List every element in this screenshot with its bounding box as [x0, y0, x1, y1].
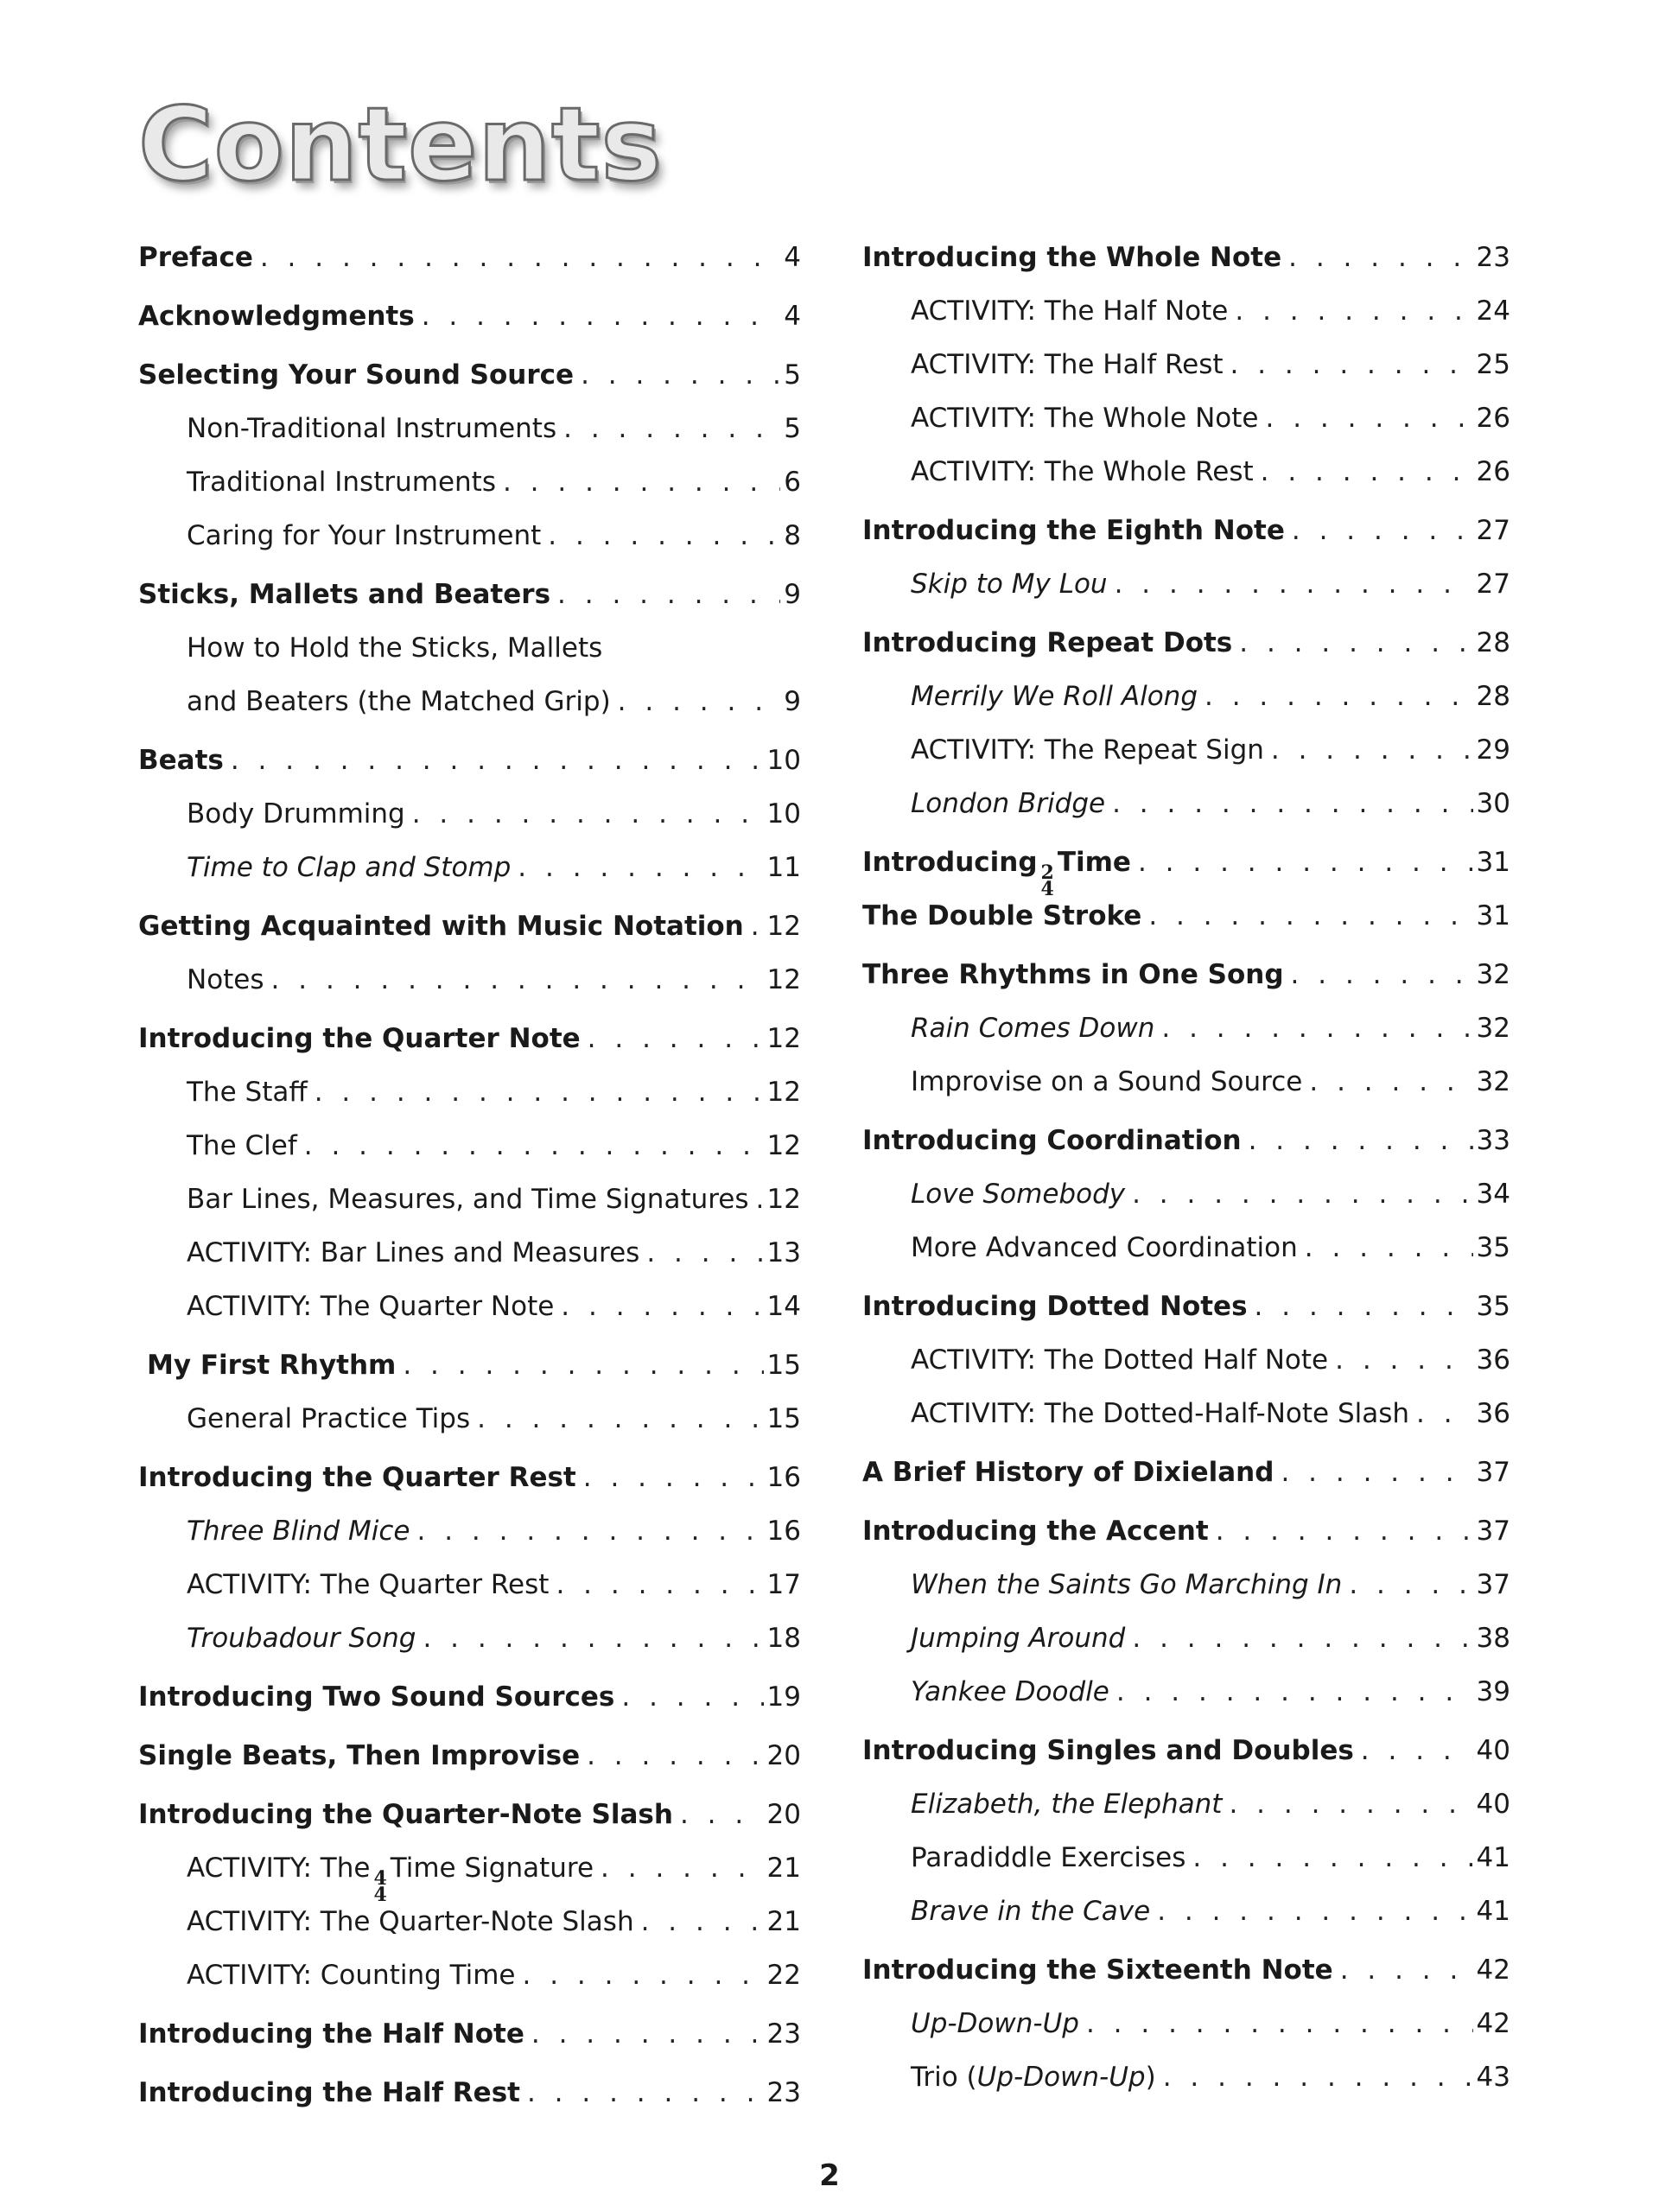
- toc-entry-label-pre: ACTIVITY: The: [187, 1853, 371, 1884]
- dot-leader: [1163, 2062, 1473, 2093]
- toc-entry[interactable]: [138, 798, 801, 842]
- toc-entry-page: 28: [1476, 627, 1510, 658]
- toc-entry-page: 42: [1476, 2008, 1510, 2039]
- toc-entry[interactable]: [862, 296, 1510, 339]
- toc-entry[interactable]: [138, 1740, 801, 1783]
- toc-entry-label: Jumping Around: [911, 1623, 1126, 1654]
- toc-entry-label: ACTIVITY: The Quarter-Note Slash: [187, 1906, 634, 1937]
- toc-entry[interactable]: [862, 1125, 1510, 1168]
- toc-entry-page: 10: [766, 798, 801, 830]
- toc-entry-label: ACTIVITY: The Quarter Note: [187, 1291, 555, 1322]
- toc-entry[interactable]: [138, 413, 801, 456]
- toc-entry-label: Non-Traditional Instruments: [187, 413, 557, 444]
- toc-entry[interactable]: [862, 2062, 1510, 2105]
- toc-entry-page: 14: [766, 1291, 801, 1322]
- toc-entry[interactable]: [862, 1569, 1510, 1612]
- toc-entry-page: 26: [1476, 456, 1510, 487]
- toc-entry-page: 32: [1476, 1013, 1510, 1044]
- toc-entry-page: 37: [1476, 1569, 1510, 1600]
- dot-leader: [1340, 1955, 1473, 1986]
- toc-entry-page: 12: [766, 1023, 801, 1054]
- dot-leader: [751, 911, 764, 942]
- dot-leader: [422, 301, 781, 332]
- toc-entry-page: 40: [1476, 1789, 1510, 1820]
- dot-leader: [1229, 1789, 1472, 1820]
- toc-entry-page: 27: [1476, 515, 1510, 546]
- toc-entry-label: Sticks, Mallets and Beaters: [138, 579, 551, 610]
- dot-leader: [1292, 515, 1473, 546]
- dot-leader: [1335, 1344, 1472, 1376]
- toc-entry[interactable]: [862, 1066, 1510, 1109]
- toc-entry-page: 12: [766, 1130, 801, 1161]
- toc-entry-label: [187, 1853, 594, 1904]
- dot-leader: [527, 2077, 764, 2108]
- toc-entry-label: Introducing Dotted Notes: [862, 1291, 1248, 1322]
- dot-leader: [581, 359, 780, 391]
- time-signature-glyph: [373, 1867, 387, 1906]
- toc-entry-label: Elizabeth, the Elephant: [911, 1789, 1223, 1820]
- toc-entry[interactable]: [138, 1350, 801, 1393]
- toc-entry[interactable]: [862, 734, 1510, 778]
- dot-leader: [621, 1681, 763, 1713]
- dot-leader: [557, 579, 780, 610]
- toc-entry-label: ACTIVITY: Bar Lines and Measures: [187, 1237, 640, 1268]
- dot-leader: [1239, 627, 1472, 658]
- toc-entry-label-pre: Trio (: [911, 2062, 977, 2093]
- dot-leader: [1305, 1232, 1473, 1263]
- toc-entry[interactable]: [138, 359, 801, 403]
- dot-leader: [518, 852, 763, 883]
- toc-entry[interactable]: [138, 964, 801, 1007]
- toc-entry-label: ACTIVITY: Counting Time: [187, 1960, 516, 1991]
- toc-entry-page: 34: [1476, 1179, 1510, 1210]
- toc-entry-label: A Brief History of Dixieland: [862, 1457, 1274, 1488]
- toc-entry-page: 22: [766, 1960, 801, 1991]
- dot-leader: [260, 242, 780, 273]
- toc-entry-page: 40: [1476, 1735, 1510, 1766]
- toc-entry[interactable]: [138, 520, 801, 563]
- dot-leader: [587, 1740, 763, 1771]
- time-signature-bottom: 4: [373, 1884, 387, 1906]
- dot-leader: [1235, 296, 1472, 327]
- dot-leader: [1132, 1623, 1472, 1654]
- toc-entry-label: Getting Acquainted with Music Notation: [138, 911, 744, 942]
- toc-entry-label: The Double Stroke: [862, 900, 1142, 931]
- toc-entry-page: 23: [1476, 242, 1510, 273]
- time-signature-top: 2: [1040, 861, 1054, 884]
- dot-leader: [1271, 734, 1473, 766]
- toc-entry[interactable]: [138, 1291, 801, 1334]
- toc-entry[interactable]: [862, 1789, 1510, 1832]
- toc-entry[interactable]: [862, 1676, 1510, 1719]
- toc-entry-label: [862, 847, 1131, 898]
- dot-leader: [583, 1462, 764, 1493]
- toc-entry-page: 41: [1476, 1896, 1510, 1927]
- toc-entry-label: ACTIVITY: The Quarter Rest: [187, 1569, 550, 1600]
- toc-entry-label: ACTIVITY: The Half Note: [911, 296, 1229, 327]
- toc-entry-label: Introducing the Half Note: [138, 2018, 524, 2050]
- dot-leader: [588, 1023, 764, 1054]
- toc-entry[interactable]: [138, 1799, 801, 1842]
- dot-leader: [1288, 242, 1472, 273]
- toc-entry[interactable]: [138, 1077, 801, 1120]
- toc-entry-page: 18: [766, 1623, 801, 1654]
- toc-entry-page: 9: [784, 579, 801, 610]
- toc-entry-label: Introducing the Half Rest: [138, 2077, 520, 2108]
- toc-entry-label: Paradiddle Exercises: [911, 1842, 1186, 1873]
- toc-entry-page: 15: [766, 1350, 801, 1381]
- toc-entry[interactable]: [138, 1853, 801, 1906]
- toc-entry-page: 28: [1476, 681, 1510, 712]
- toc-entry-label: Introducing the Sixteenth Note: [862, 1955, 1333, 1986]
- dot-leader: [556, 1569, 763, 1600]
- toc-entry-label: Introducing the Accent: [862, 1516, 1209, 1547]
- dot-leader: [1216, 1516, 1473, 1547]
- dot-leader: [548, 520, 780, 551]
- toc-entry-page: 43: [1476, 2062, 1510, 2093]
- toc-entry-label-pre: Introducing: [862, 847, 1038, 878]
- toc-entry[interactable]: [138, 1516, 801, 1559]
- dot-leader: [423, 1623, 763, 1654]
- dot-leader: [561, 1291, 763, 1322]
- dot-leader: [1157, 1896, 1472, 1927]
- toc-entry[interactable]: [862, 788, 1510, 831]
- toc-entry-page: 36: [1476, 1344, 1510, 1376]
- toc-entry-label: Introducing the Eighth Note: [862, 515, 1285, 546]
- dot-leader: [271, 964, 764, 995]
- dot-leader: [231, 745, 764, 776]
- dot-leader: [1309, 1066, 1472, 1097]
- toc-entry-label: Traditional Instruments: [187, 467, 496, 498]
- toc-entry-page: 9: [784, 686, 801, 717]
- toc-entry[interactable]: [138, 1184, 801, 1227]
- dot-leader: [315, 1077, 764, 1108]
- dot-leader: [523, 1960, 764, 1991]
- toc-entry-page: 30: [1476, 788, 1510, 819]
- toc-entry-page: 5: [784, 359, 801, 391]
- toc-entry-label: Introducing the Quarter Rest: [138, 1462, 576, 1493]
- toc-entry[interactable]: [138, 1569, 801, 1612]
- toc-entry[interactable]: [862, 627, 1510, 671]
- toc-entry[interactable]: [138, 1462, 801, 1505]
- toc-entry[interactable]: [862, 959, 1510, 1002]
- dot-leader: [1416, 1398, 1473, 1429]
- toc-entry-label: Love Somebody: [911, 1179, 1126, 1210]
- toc-entry-page: 23: [766, 2018, 801, 2050]
- toc-entry-page: 42: [1476, 1955, 1510, 1986]
- toc-entry[interactable]: [862, 1896, 1510, 1939]
- dot-leader: [1132, 1179, 1472, 1210]
- dot-leader: [563, 413, 780, 444]
- toc-entry-page: 41: [1476, 1842, 1510, 1873]
- page-number: 2: [819, 2158, 840, 2193]
- toc-entry[interactable]: [862, 681, 1510, 724]
- dot-leader: [1115, 569, 1473, 600]
- toc-entry-label: Beats: [138, 745, 224, 776]
- toc-entry-page: 15: [766, 1403, 801, 1434]
- time-signature-bottom: 4: [1040, 878, 1054, 900]
- toc-entry-label: Introducing the Quarter-Note Slash: [138, 1799, 673, 1830]
- toc-entry-label: Time to Clap and Stomp: [187, 852, 512, 883]
- toc-entry-page: 31: [1476, 847, 1510, 878]
- toc-entry-label: Improvise on a Sound Source: [911, 1066, 1303, 1097]
- toc-entry-page: 12: [766, 964, 801, 995]
- dot-leader: [477, 1403, 763, 1434]
- toc-entry-label: Preface: [138, 242, 253, 273]
- toc-entry-label: Merrily We Roll Along: [911, 681, 1198, 712]
- toc-entry-page: 20: [766, 1740, 801, 1771]
- toc-entry-label: and Beaters (the Matched Grip): [187, 686, 611, 717]
- toc-entry-label: Skip to My Lou: [911, 569, 1108, 600]
- toc-entry-label: Three Rhythms in One Song: [862, 959, 1284, 990]
- toc-entry-page: 31: [1476, 900, 1510, 931]
- toc-entry[interactable]: [138, 1130, 801, 1173]
- dot-leader: [1112, 788, 1472, 819]
- dot-leader: [1230, 349, 1473, 380]
- toc-entry-label: ACTIVITY: The Whole Rest: [911, 456, 1254, 487]
- toc-entry[interactable]: [862, 1398, 1510, 1441]
- toc-entry[interactable]: [862, 847, 1510, 900]
- toc-entry-label: Up-Down-Up: [911, 2008, 1079, 2039]
- toc-entry-label: Single Beats, Then Improvise: [138, 1740, 581, 1771]
- toc-entry-label: ACTIVITY: The Dotted-Half-Note Slash: [911, 1398, 1410, 1429]
- toc-entry[interactable]: [138, 1906, 801, 1949]
- toc-entry-label: The Clef: [187, 1130, 297, 1161]
- toc-entry[interactable]: [862, 1232, 1510, 1275]
- toc-entry[interactable]: [862, 1955, 1510, 1998]
- toc-entry-label: Introducing Repeat Dots: [862, 627, 1233, 658]
- toc-entry[interactable]: [862, 1735, 1510, 1778]
- toc-entry[interactable]: [138, 686, 801, 729]
- dot-leader: [304, 1130, 764, 1161]
- toc-entry-page: 13: [766, 1237, 801, 1268]
- dot-leader: [1349, 1569, 1472, 1600]
- page-title: Contents: [138, 85, 663, 204]
- toc-entry-page: 12: [766, 1077, 801, 1108]
- dot-leader: [618, 686, 781, 717]
- dot-leader: [1291, 959, 1473, 990]
- dot-leader: [1261, 456, 1473, 487]
- toc-entry-label-post: Time: [1057, 847, 1131, 878]
- toc-entry[interactable]: [138, 301, 801, 344]
- toc-entry-label: [911, 2062, 1156, 2093]
- toc-entry-page: 35: [1476, 1291, 1510, 1322]
- toc-entry-page: 36: [1476, 1398, 1510, 1429]
- toc-entry-page: 27: [1476, 569, 1510, 600]
- toc-entry[interactable]: [862, 2008, 1510, 2051]
- toc-entry-label: Troubadour Song: [187, 1623, 416, 1654]
- time-signature-glyph: [1040, 861, 1054, 900]
- toc-entry-page: 12: [766, 1184, 801, 1215]
- toc-entry-page: 39: [1476, 1676, 1510, 1707]
- toc-entry-page: 4: [784, 242, 801, 273]
- toc-entry-label: Introducing Singles and Doubles: [862, 1735, 1354, 1766]
- toc-entry-label: More Advanced Coordination: [911, 1232, 1298, 1263]
- toc-entry-label: Introducing the Quarter Note: [138, 1023, 581, 1054]
- dot-leader: [503, 467, 780, 498]
- toc-entry-page: 16: [766, 1462, 801, 1493]
- toc-entry-page: 32: [1476, 959, 1510, 990]
- toc-entry[interactable]: [138, 745, 801, 788]
- dot-leader: [1116, 1676, 1473, 1707]
- toc-entry[interactable]: [138, 2077, 801, 2120]
- toc-entry[interactable]: [138, 1960, 801, 2003]
- toc-entry-label: ACTIVITY: The Repeat Sign: [911, 734, 1264, 766]
- dot-leader: [1205, 681, 1473, 712]
- toc-entry-label: ACTIVITY: The Whole Note: [911, 403, 1259, 434]
- dot-leader: [1249, 1125, 1473, 1156]
- toc-entry-page: 6: [784, 467, 801, 498]
- toc-entry-label: Notes: [187, 964, 264, 995]
- toc-entry-label-italic: Up-Down-Up: [976, 2062, 1146, 2093]
- dot-leader: [1086, 2008, 1473, 2039]
- dot-leader: [601, 1853, 764, 1884]
- toc-entry[interactable]: [138, 467, 801, 510]
- dot-leader: [412, 798, 764, 830]
- toc-entry[interactable]: [862, 1842, 1510, 1885]
- dot-leader: [403, 1350, 763, 1381]
- toc-entry[interactable]: [862, 515, 1510, 558]
- toc-entry[interactable]: [862, 1623, 1510, 1666]
- dot-leader: [641, 1906, 764, 1937]
- toc-entry-page: 33: [1476, 1125, 1510, 1156]
- toc-entry-label: Brave in the Cave: [911, 1896, 1151, 1927]
- toc-entry[interactable]: [862, 1457, 1510, 1500]
- toc-entry[interactable]: [138, 242, 801, 285]
- toc-entry-label: When the Saints Go Marching In: [911, 1569, 1343, 1600]
- toc-entry[interactable]: [862, 349, 1510, 392]
- toc-entry[interactable]: [138, 2018, 801, 2062]
- toc-entry-page: 19: [766, 1681, 801, 1713]
- toc-entry-page: 24: [1476, 296, 1510, 327]
- toc-entry-page: 10: [766, 745, 801, 776]
- toc-entry[interactable]: [138, 911, 801, 954]
- toc-entry-label: Introducing the Whole Note: [862, 242, 1282, 273]
- toc-entry[interactable]: [862, 1344, 1510, 1388]
- dot-leader: [1361, 1735, 1473, 1766]
- toc-entry-page: 21: [766, 1906, 801, 1937]
- toc-entry-page: 8: [784, 520, 801, 551]
- toc-entry-page: 32: [1476, 1066, 1510, 1097]
- dot-leader: [416, 1516, 763, 1547]
- toc-entry[interactable]: [138, 1023, 801, 1066]
- toc-entry-label: How to Hold the Sticks, Mallets: [187, 632, 603, 664]
- toc-entry[interactable]: [862, 1013, 1510, 1056]
- dot-leader: [1266, 403, 1473, 434]
- toc-entry[interactable]: [138, 1681, 801, 1725]
- toc-entry[interactable]: [862, 1291, 1510, 1334]
- dot-leader: [1255, 1291, 1473, 1322]
- dot-leader: [680, 1799, 764, 1830]
- toc-entry-label: ACTIVITY: The Dotted Half Note: [911, 1344, 1329, 1376]
- toc-entry-page: 29: [1476, 734, 1510, 766]
- toc-entry[interactable]: [862, 403, 1510, 446]
- toc-entry-label: Three Blind Mice: [187, 1516, 410, 1547]
- toc-entry[interactable]: [862, 456, 1510, 499]
- toc-entry-page: 23: [766, 2077, 801, 2108]
- toc-entry-label: London Bridge: [911, 788, 1106, 819]
- toc-entry-label: Caring for Your Instrument: [187, 520, 542, 551]
- toc-entry-page: 20: [766, 1799, 801, 1830]
- toc-entry-label-post: Time Signature: [390, 1853, 594, 1884]
- toc-entry-page: 26: [1476, 403, 1510, 434]
- toc-entry[interactable]: [138, 1403, 801, 1446]
- toc-entry[interactable]: [138, 852, 801, 895]
- dot-leader: [646, 1237, 763, 1268]
- dot-leader: [531, 2018, 764, 2050]
- toc-entry[interactable]: [862, 900, 1510, 944]
- toc-entry[interactable]: [862, 569, 1510, 612]
- toc-entry-page: 37: [1476, 1516, 1510, 1547]
- toc-entry-label: My First Rhythm: [147, 1350, 397, 1381]
- dot-leader: [1148, 900, 1472, 931]
- toc-entry[interactable]: [862, 242, 1510, 285]
- toc-entry-page: 38: [1476, 1623, 1510, 1654]
- time-signature-top: 4: [373, 1867, 387, 1890]
- toc-entry-page: 21: [766, 1853, 801, 1884]
- dot-leader: [1161, 1013, 1472, 1044]
- dot-leader: [756, 1184, 764, 1215]
- toc-entry-label: General Practice Tips: [187, 1403, 471, 1434]
- toc-entry-page: 5: [784, 413, 801, 444]
- toc-entry-label: Yankee Doodle: [911, 1676, 1109, 1707]
- toc-entry-page: 16: [766, 1516, 801, 1547]
- toc-entry-page: 35: [1476, 1232, 1510, 1263]
- dot-leader: [1192, 1842, 1472, 1873]
- toc-entry-label: Rain Comes Down: [911, 1013, 1155, 1044]
- toc-entry-label: Introducing Two Sound Sources: [138, 1681, 615, 1713]
- toc-entry-page: 37: [1476, 1457, 1510, 1488]
- toc-entry-page: 12: [766, 911, 801, 942]
- toc-entry-page: 11: [766, 852, 801, 883]
- toc-entry-label: Bar Lines, Measures, and Time Signatures: [187, 1184, 749, 1215]
- toc-entry-label: ACTIVITY: The Half Rest: [911, 349, 1224, 380]
- toc-entry-page: 25: [1476, 349, 1510, 380]
- toc-entry[interactable]: [138, 579, 801, 622]
- toc-entry[interactable]: [138, 632, 801, 676]
- toc-entry-label: Introducing Coordination: [862, 1125, 1242, 1156]
- dot-leader: [1281, 1457, 1472, 1488]
- toc-entry-page: 17: [766, 1569, 801, 1600]
- toc-entry-label: The Staff: [187, 1077, 308, 1108]
- toc-entry[interactable]: [138, 1623, 801, 1666]
- toc-entry[interactable]: [138, 1237, 801, 1281]
- toc-entry-label: Selecting Your Sound Source: [138, 359, 575, 391]
- toc-entry[interactable]: [862, 1179, 1510, 1222]
- toc-entry-page: 4: [784, 301, 801, 332]
- toc-entry-label: Acknowledgments: [138, 301, 415, 332]
- toc-entry[interactable]: [862, 1516, 1510, 1559]
- dot-leader: [1138, 847, 1473, 878]
- toc-entry-label-post: ): [1145, 2062, 1156, 2093]
- toc-entry-label: Body Drumming: [187, 798, 405, 830]
